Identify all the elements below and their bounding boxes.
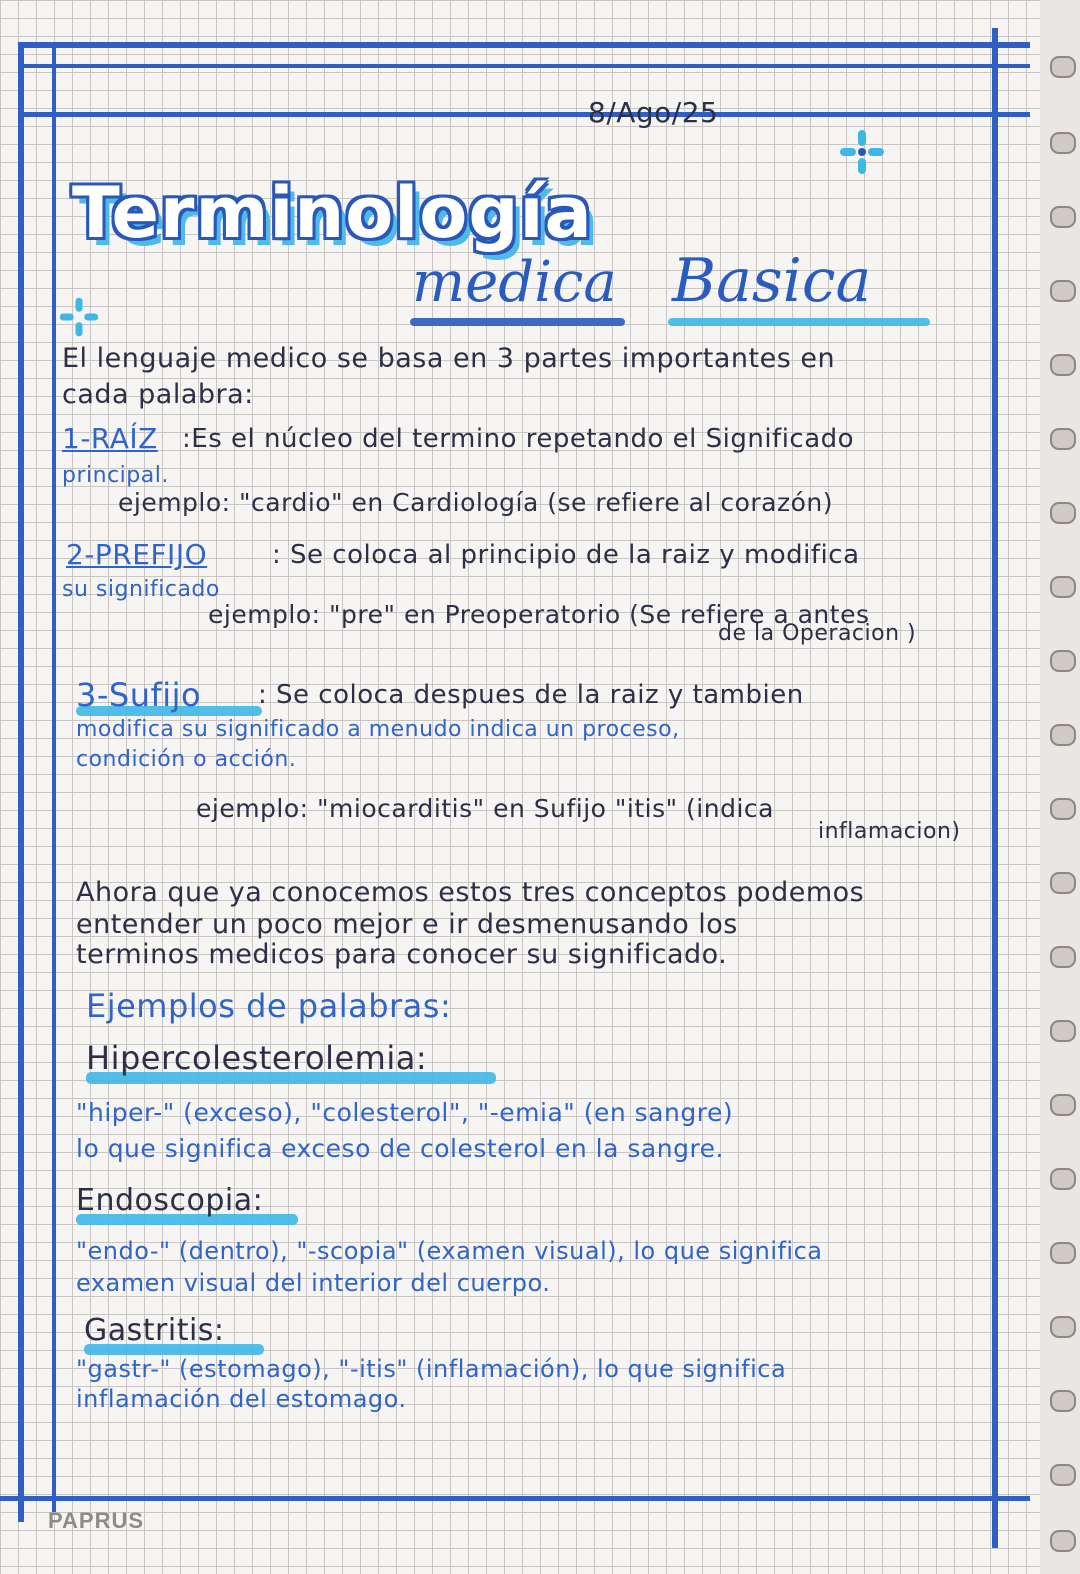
sufijo-text-3: condición o acción. xyxy=(76,747,297,772)
summary-line: entender un poco mejor e ir desmenusando los xyxy=(76,909,738,940)
term-endoscopia: Endoscopia: xyxy=(76,1183,264,1218)
intro-line: cada palabra: xyxy=(62,379,254,410)
examples-heading: Ejemplos de palabras: xyxy=(86,987,452,1025)
spiral-ring xyxy=(1050,872,1076,894)
raiz-text-2: principal. xyxy=(62,463,169,488)
page-title: Terminología xyxy=(72,172,593,254)
spiral-ring xyxy=(1050,206,1076,228)
subtitle-underline xyxy=(668,318,930,326)
frame-left-inner-line xyxy=(52,42,56,1512)
spiral-ring xyxy=(1050,1168,1076,1190)
spiral-ring xyxy=(1050,428,1076,450)
spiral-ring xyxy=(1050,1464,1076,1486)
term-breakdown: "gastr-" (estomago), "-itis" (inflamación), lo que significa xyxy=(76,1355,787,1383)
sufijo-example: ejemplo: "miocarditis" en Sufijo "itis" (indica xyxy=(196,794,774,823)
sufijo-text-2: modifica su significado a menudo indica un proceso, xyxy=(76,717,680,742)
spiral-ring xyxy=(1050,576,1076,598)
prefijo-text-2: su significado xyxy=(62,577,220,602)
frame-bottom-line xyxy=(0,1496,1030,1501)
notebook-brand: PAPRUS xyxy=(48,1508,145,1533)
spiral-ring xyxy=(1050,502,1076,524)
spiral-ring xyxy=(1050,280,1076,302)
sufijo-text: : Se coloca despues de la raiz y tambien xyxy=(258,680,804,710)
spiral-ring xyxy=(1050,1242,1076,1264)
term-meaning: inflamación del estomago. xyxy=(76,1385,407,1413)
spiral-ring xyxy=(1050,132,1076,154)
prefijo-example-2: de la Operacion ) xyxy=(718,621,917,646)
subtitle-basica: Basica xyxy=(672,246,872,316)
date: 8/Ago/25 xyxy=(588,96,719,129)
term-breakdown: "hiper-" (exceso), "colesterol", "-emia" (en sangre) xyxy=(76,1098,734,1127)
subtitle-underline xyxy=(410,318,625,326)
spiral-ring xyxy=(1050,798,1076,820)
term-gastritis: Gastritis: xyxy=(84,1313,225,1348)
raiz-heading: 1-RAÍZ xyxy=(62,422,158,455)
frame-top-line xyxy=(20,42,1030,48)
spiral-ring xyxy=(1050,56,1076,78)
intro-line: El lenguaje medico se basa en 3 partes importantes en xyxy=(62,343,836,374)
prefijo-text: : Se coloca al principio de la raiz y modifica xyxy=(272,540,860,570)
spiral-ring xyxy=(1050,1094,1076,1116)
spiral-ring xyxy=(1050,354,1076,376)
summary-line: terminos medicos para conocer su significado. xyxy=(76,939,728,970)
spiral-ring xyxy=(1050,1530,1076,1552)
term-breakdown: "endo-" (dentro), "-scopia" (examen visual), lo que significa xyxy=(76,1237,823,1265)
frame-header-line xyxy=(20,112,1030,117)
spiral-ring xyxy=(1050,946,1076,968)
frame-right-line xyxy=(992,28,998,1548)
subtitle-medica: medica xyxy=(412,250,617,315)
spiral-ring xyxy=(1050,724,1076,746)
frame-left-line xyxy=(18,42,24,1522)
summary-line: Ahora que ya conocemos estos tres conceptos podemos xyxy=(76,877,865,908)
spiral-ring xyxy=(1050,650,1076,672)
raiz-example: ejemplo: "cardio" en Cardiología (se refiere al corazón) xyxy=(118,488,833,517)
spiral-ring xyxy=(1050,1316,1076,1338)
spiral-ring xyxy=(1050,1390,1076,1412)
frame-top-line-2 xyxy=(20,64,1030,68)
prefijo-example: ejemplo: "pre" en Preoperatorio (Se refiere a antes xyxy=(208,600,870,629)
sufijo-heading: 3-Sufijo xyxy=(76,676,202,714)
sparkle-icon xyxy=(58,296,100,338)
spiral-ring xyxy=(1050,1020,1076,1042)
prefijo-heading: 2-PREFIJO xyxy=(66,538,208,571)
term-hipercolesterolemia: Hipercolesterolemia: xyxy=(86,1039,428,1077)
raiz-text: :Es el núcleo del termino repetando el Significado xyxy=(182,424,855,454)
sparkle-icon xyxy=(838,128,886,176)
sufijo-example-2: inflamacion) xyxy=(818,819,961,844)
term-meaning: lo que significa exceso de colesterol en la sangre. xyxy=(76,1134,724,1163)
term-meaning: examen visual del interior del cuerpo. xyxy=(76,1269,551,1297)
